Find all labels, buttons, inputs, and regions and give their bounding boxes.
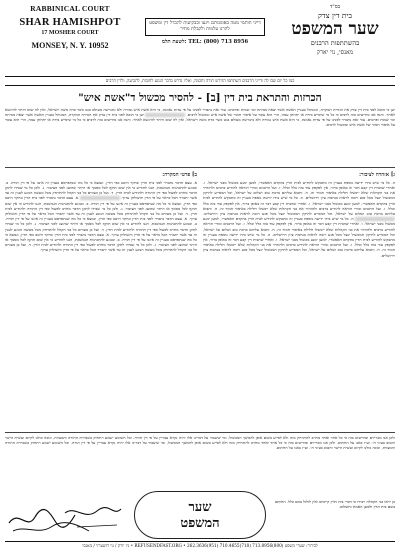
column-text: א. עצם הדבר נתברר לפני בית הדין ונחקר היטב כפי הדין, ונמצא כי כל מה שנתפרסם בעניין זה איננו על פי דין תורה. ב. ובנוגע להתנהגות הנמשכת, הננו להודיע כי אין שום תוקף לכל מסמך או היתר שהוצג לפני הציבור. ג. ולכן כל מי שבידו לתקן הדבר מחויב לפעול כפי דין התורה ולהודיע לבית הדין. ד. ועל כן מצווים כל בני הקהל להתרחק מכל מעשה הנוגע לענין זה עד אשר יתברר הכל כראוי על פי הדין והשולחן ערוך.: [5, 195, 197, 222]
column-text: ה. כל מי שיש בידו ידיעה נוספת בעניין זה מתבקש להודיע לבית הדין בהקדם האפשרי, למען ימנע מכשול מבני ישראל. ו. ואחרי שהבית דין קבע דבר זה באופן ברור, אין לפקפק עוד בזה כלל וכלל. ז. ועל הרבנים ומורי הוראה להודיע ברבים ולהזהיר את בני הקהלות שלא ייכשלו חלילה באיסור חמור זה. ח. ותבוא עליהם ברכת טוב ושלום על ישראל, וכל המסייע לתיקון המכשול ינצל מכל פגע ויזכה לראות בנחמת ציון וירושלים.: [203, 195, 395, 216]
document-body: [5, 107, 395, 489]
handwritten-signatures: [5, 501, 125, 539]
footer-contact-strip: לבירור: שערי משפט (800)713.8956 (718)710.4655 (951)262.3636 • REFUSENDFAST.ORG • ניו יורק / נוי דזשערזי / מאנסי: [5, 541, 395, 548]
stamp-line-2: המשפט: [180, 515, 220, 531]
closing-paragraph: [5, 432, 395, 489]
column-text: א. עצם הדבר נתברר לפני בית הדין ונחקר היטב כפי הדין, ונמצא כי כל מה שנתפרסם בעניין זה איננו על פי דין תורה. ב. ובנוגע להתנהגות הנמשכת, הננו להודיע כי אין שום תוקף לכל מסמך או היתר שהוצג לפני הציבור. ג. ולכן כל מי שבידו לתקן הדבר מחויב לפעול כפי דין התורה ולהודיע לבית הדין. ד. ועל כן מצווים כל בני הקהל להתרחק מכל מעשה הנוגע לענין זה עד אשר יתברר הכל כראוי על פי הדין והשולחן ערוך.: [5, 179, 197, 201]
column-text: א. עצם הדבר נתברר לפני בית הדין ונחקר היטב כפי הדין, ונמצא כי כל מה שנתפרסם בעניין זה איננו על פי דין תורה. ב. ובנוגע להתנהגות הנמשכת, הננו להודיע כי אין שום תוקף לכל מסמך או היתר שהוצג לפני הציבור. ג. ולכן כל מי שבידו לתקן הדבר מחויב לפעול כפי דין התורה ולהודיע לבית הדין. ד. ועל כן מצווים כל בני הקהל להתרחק מכל מעשה הנוגע לענין זה עד אשר יתברר הכל כראוי על פי הדין והשולחן ערוך.: [5, 231, 197, 253]
intro-text-repeat: יען כי הובא לפני בית דין צדק את הגדרת המקרה, המנוהל בעניין האשה אשר יצאה מביתה וכו׳ שמות ופרטים. עוד זאת נתברר לפנינו על פי עדות נאמנה, כי היא אשת איש גמורה ולא נתגרשה מעולם בגט כשר כדת משה וישראל, ואין לה שום היתר להינשא לאחר. והנה אנו מודיעים בזה לרבים כי כל מי שיסייע בידה או יתחתן עמה, הרי הוא עובר על איסור חמור של אשת איש ומכשול לרבים.: [5, 111, 395, 128]
court-label: RABBINICAL COURT: [30, 4, 110, 13]
column-text: ה. כל מי שיש בידו ידיעה נוספת בעניין זה מתבקש להודיע לבית הדין בהקדם האפשרי, למען ימנע מכשול מבני ישראל. ו. ואחרי שהבית דין קבע דבר זה באופן ברור, אין לפקפק עוד בזה כלל וכלל. ז. ועל הרבנים ומורי הוראה להודיע ברבים ולהזהיר את בני הקהלות שלא ייכשלו חלילה באיסור חמור זה. ח. ותבוא עליהם ברכת טוב ושלום על ישראל, וכל המסייע לתיקון המכשול ינצל מכל פגע ויזכה לראות בנחמת ציון וירושלים.: [203, 179, 395, 201]
intro-paragraph: [5, 107, 395, 168]
footer-note: כן יראו בני הקהלה ויכירו כי דברי בית הדין קיימים ואין לזלזל בהם כלל. החותם בשם בית הדין ולמען האמת והשלום.: [275, 498, 395, 509]
section-heading: ג] אזהרה לציבור:: [359, 171, 395, 178]
left-column: [203, 171, 395, 429]
english-letterhead: [5, 4, 135, 50]
closing-text: ולכן אנו מכריזים ומודיעים בזה כי כל אחד ואחד מחויב להתרחק מזה ולא לסייע בשום אופן להמשך המכשול, ומי שיעבור על דברינו אלו יהיה נקרא עבריין על פי דין תורה. וכל השומע ישמע ויתחזק בשמירת התורה והמצוות, ונזכה כולנו לקיום ועשית הישר והטוב בעיני ה׳. וע״ז באנו על החתום.: [5, 434, 395, 445]
court-stamp: [134, 491, 266, 539]
street-address: 17 MOSHER COURT: [41, 30, 99, 36]
dayanim-box: דייני חותמי מטה באומנותם ויגעו ובבקיעות להבדל דין ומשפט להרגו עלמות ולקבלת מחיר: [145, 18, 265, 36]
hebrew-city: מאנסי, נוי יארק: [316, 49, 354, 56]
redacted-name: [355, 217, 395, 221]
closing-text: ולכן אנו מכריזים ומודיעים בזה כי כל אחד ואחד מחויב להתרחק מזה ולא לסייע בשום אופן להמשך המכשול, ומי שיעבור על דברינו אלו יהיה נקרא עבריין על פי דין תורה. וכל השומע ישמע ויתחזק בשמירת התורה והמצוות, ונזכה כולנו לקיום ועשית הישר והטוב בעיני ה׳. וע״ז באנו על החתום.: [5, 439, 395, 450]
bsd-mark: בס"ד: [330, 4, 340, 10]
letterhead-middle: [145, 18, 265, 46]
letterhead: [5, 4, 395, 74]
hebrew-court-name: שער המשפט: [291, 19, 379, 39]
hebrew-letterhead: [275, 4, 395, 56]
column-text: א. עצם הדבר נתברר לפני בית הדין ונחקר היטב כפי הדין, ונמצא כי כל מה שנתפרסם בעניין זה איננו על פי דין תורה. ב. ובנוגע להתנהגות הנמשכת, הננו להודיע כי אין שום תוקף לכל מסמך או היתר שהוצג לפני הציבור. ג. ולכן כל מי שבידו לתקן הדבר מחויב לפעול כפי דין התורה ולהודיע לבית הדין. ד. ועל כן מצווים כל בני הקהל להתרחק מכל מעשה הנוגע לענין זה עד אשר יתברר הכל כראוי על פי הדין והשולחן ערוך.: [5, 216, 197, 237]
column-text: ה. כל מי שיש בידו ידיעה נוספת בעניין זה מתבקש להודיע לבית הדין בהקדם האפשרי, למען ימנע מכשול מבני ישראל. ו. ואחרי שהבית דין קבע דבר זה באופן ברור, אין לפקפק עוד בזה כלל וכלל. ז. ועל הרבנים ומורי הוראה להודיע ברבים ולהזהיר את בני הקהלות שלא ייכשלו חלילה באיסור חמור זה. ח. ותבוא עליהם ברכת טוב ושלום על ישראל, וכל המסייע לתיקון המכשול ינצל מכל פגע ויזכה לראות בנחמת ציון וירושלים.: [203, 231, 395, 258]
signature-area: [5, 491, 395, 539]
beis-din-label: בית דין צדק: [318, 11, 352, 20]
column-text: ה. כל מי שיש בידו ידיעה נוספת בעניין זה מתבקש להודיע לבית הדין בהקדם האפשרי, למען ימנע מכשול מבני ישראל. ו. ואחרי שהבית דין קבע דבר זה באופן ברור, אין לפקפק עוד בזה כלל וכלל. ז. ועל הרבנים ומורי הוראה להודיע ברבים ולהזהיר את בני הקהלות שלא ייכשלו חלילה באיסור חמור זה. ח. ותבוא עליהם ברכת טוב ושלום על ישראל, וכל המסייע לתיקון המכשול ינצל מכל פגע ויזכה לראות בנחמת ציון וירושלים.: [203, 216, 395, 237]
phone-number: TEL: (800) 713 8956 :לשעת תלמ: [161, 39, 249, 46]
redacted-name: [145, 113, 185, 117]
court-name: SHAR HAMISHPOT: [19, 17, 121, 28]
document-headline: הכרזות והתראת בית דין [ב] - להסיר מכשול ד"אשת איש": [78, 91, 322, 104]
redacted-name: [80, 196, 120, 200]
header-strip: כמו כל יום שבו לה ודייני הרבנים השתתפו הדורש תורה וחכמה, ואליו נדרש בדבר הנוגע לחובות, לתביעה, ולדין הרבים: [5, 76, 395, 86]
two-column-body: [5, 171, 395, 429]
intro-text: יען כי הובא לפני בית דין צדק את הגדרת המקרה, המנוהל בעניין האשה אשר יצאה מביתה וכו׳ שמות ופרטים. עוד זאת נתברר לפנינו על פי עדות נאמנה, כי היא אשת איש גמורה ולא נתגרשה מעולם בגט כשר כדת משה וישראל, ואין לה שום היתר להינשא לאחר. והנה אנו מודיעים בזה לרבים כי כל מי שיסייע בידה או יתחתן עמה, הרי הוא עובר על איסור חמור של אשת איש ומכשול לרבים.: [5, 106, 395, 117]
section-heading: ב] פרטי המקרה:: [162, 171, 197, 178]
stamp-line-1: שער: [188, 499, 212, 515]
city-address: MONSEY, N. Y. 10952: [31, 41, 109, 50]
participation-line: בהשתתפות הרבנים: [310, 39, 360, 47]
right-column: [5, 171, 197, 429]
